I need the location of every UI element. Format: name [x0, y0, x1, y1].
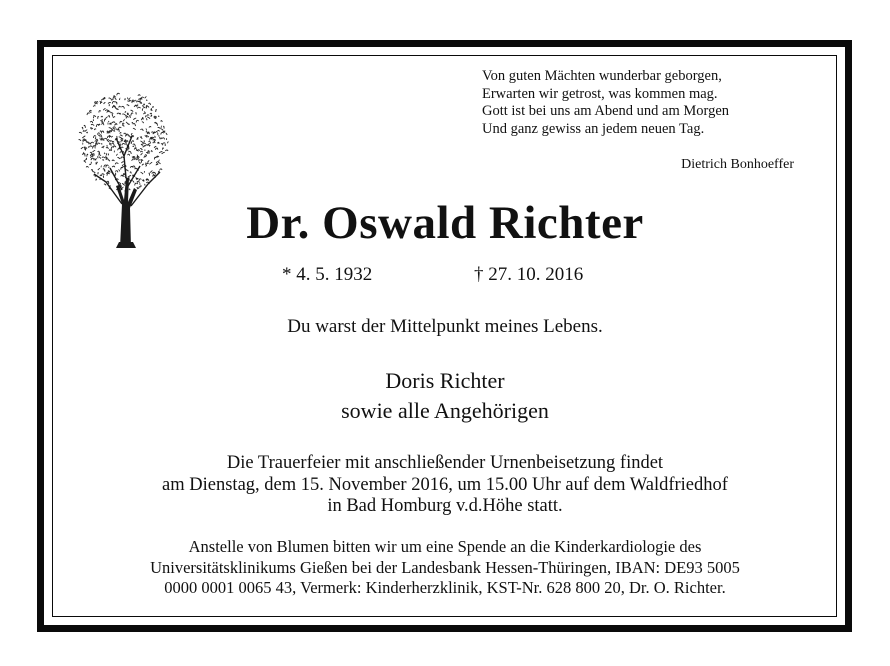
deceased-name: Dr. Oswald Richter — [246, 197, 644, 249]
birth-date: * 4. 5. 1932 — [282, 264, 373, 285]
donation-notice — [60, 537, 830, 599]
death-date: † 27. 10. 2016 — [474, 264, 584, 285]
donation-line: Anstelle von Blumen bitten wir um eine Spende an die Kinderkardiologie des — [188, 537, 702, 556]
ceremony-line: in Bad Homburg v.d.Höhe statt. — [327, 496, 563, 516]
poem-line: Von guten Mächten wunderbar geborgen, — [482, 68, 722, 84]
donation-line: 0000 0001 0065 43, Vermerk: Kinderherzklinik, KST-Nr. 628 800 20, Dr. O. Richter. — [164, 578, 726, 597]
donation-line: Universitätsklinikums Gießen bei der Landesbank Hessen-Thüringen, IBAN: DE93 5005 — [150, 557, 740, 577]
ceremony-line: am Dienstag, dem 15. November 2016, um 15.00 Uhr auf dem Waldfriedhof — [162, 474, 728, 495]
tagline: Du warst der Mittelpunkt meines Lebens. — [287, 316, 603, 337]
poem — [482, 68, 812, 138]
poem-author: Dietrich Bonhoeffer — [681, 157, 794, 172]
ceremony-notice — [60, 453, 830, 518]
mourner-name: Doris Richter — [385, 368, 505, 393]
mourner-relatives: sowie alle Angehörigen — [341, 398, 549, 423]
poem-line: Und ganz gewiss an jedem neuen Tag. — [482, 120, 705, 137]
poem-line: Gott ist bei uns am Abend und am Morgen — [482, 103, 730, 120]
ceremony-line: Die Trauerfeier mit anschließender Urnenbeisetzung findet — [226, 453, 664, 473]
poem-line: Erwarten wir getrost, was kommen mag. — [482, 85, 718, 102]
